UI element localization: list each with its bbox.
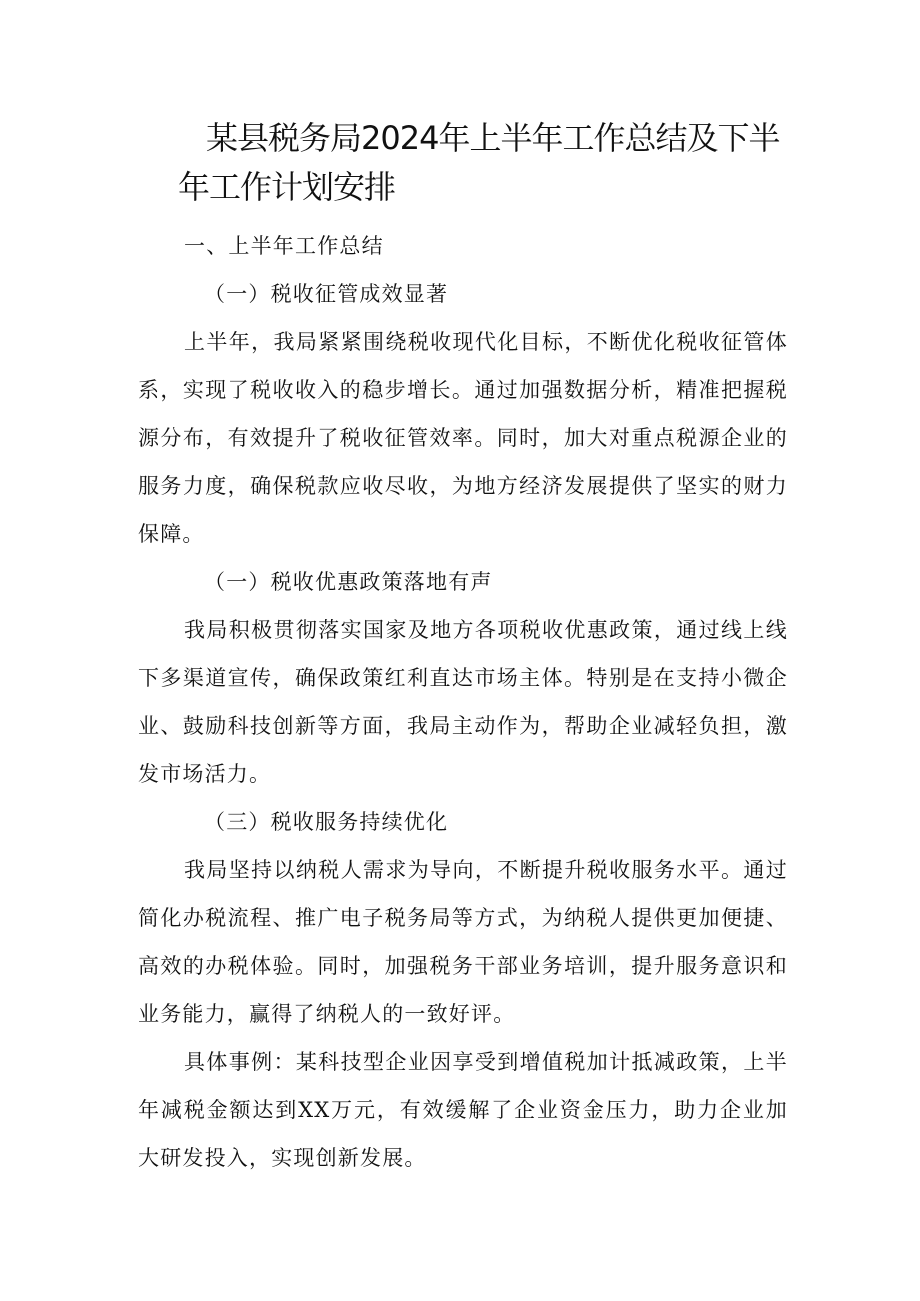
document-title-line1: 某县税务局2024年上半年工作总结及下半 [206,119,780,157]
section-heading-summary: 一、上半年工作总结 [184,234,384,258]
paragraph-tax-service: 我局坚持以纳税人需求为导向，不断提升税收服务水平。通过简化办税流程、推广电子税务局等方式，为纳税人提供更加便捷、高效的办税体验。同时，加强税务干部业务培训，提升服务意识和业务能力，赢得了纳税人的一致好评。 [138,858,788,1026]
document-body [138,222,788,1182]
subsection-heading-preferential-policy: （一）税收优惠政策落地有声 [204,570,493,594]
document-title-line2: 年工作计划安排 [178,168,396,206]
paragraph-preferential-policy: 我局积极贯彻落实国家及地方各项税收优惠政策，通过线上线下多渠道宣传，确保政策红利直达市场主体。特别是在支持小微企业、鼓励科技创新等方面，我局主动作为，帮助企业减轻负担，激发市场活力。 [138,618,788,786]
subsection-heading-tax-collection: （一）税收征管成效显著 [204,282,449,306]
paragraph-tax-collection: 上半年，我局紧紧围绕税收现代化目标，不断优化税收征管体系，实现了税收收入的稳步增长。通过加强数据分析，精准把握税源分布，有效提升了税收征管效率。同时，加大对重点税源企业的服务力度，确保税款应收尽收，为地方经济发展提供了坚实的财力保障。 [138,330,788,546]
paragraph-specific-example: 具体事例：某科技型企业因享受到增值税加计抵减政策，上半年减税金额达到XX万元，有效缓解了企业资金压力，助力企业加大研发投入，实现创新发展。 [138,1050,788,1170]
subsection-heading-tax-service: （三）税收服务持续优化 [204,810,449,834]
